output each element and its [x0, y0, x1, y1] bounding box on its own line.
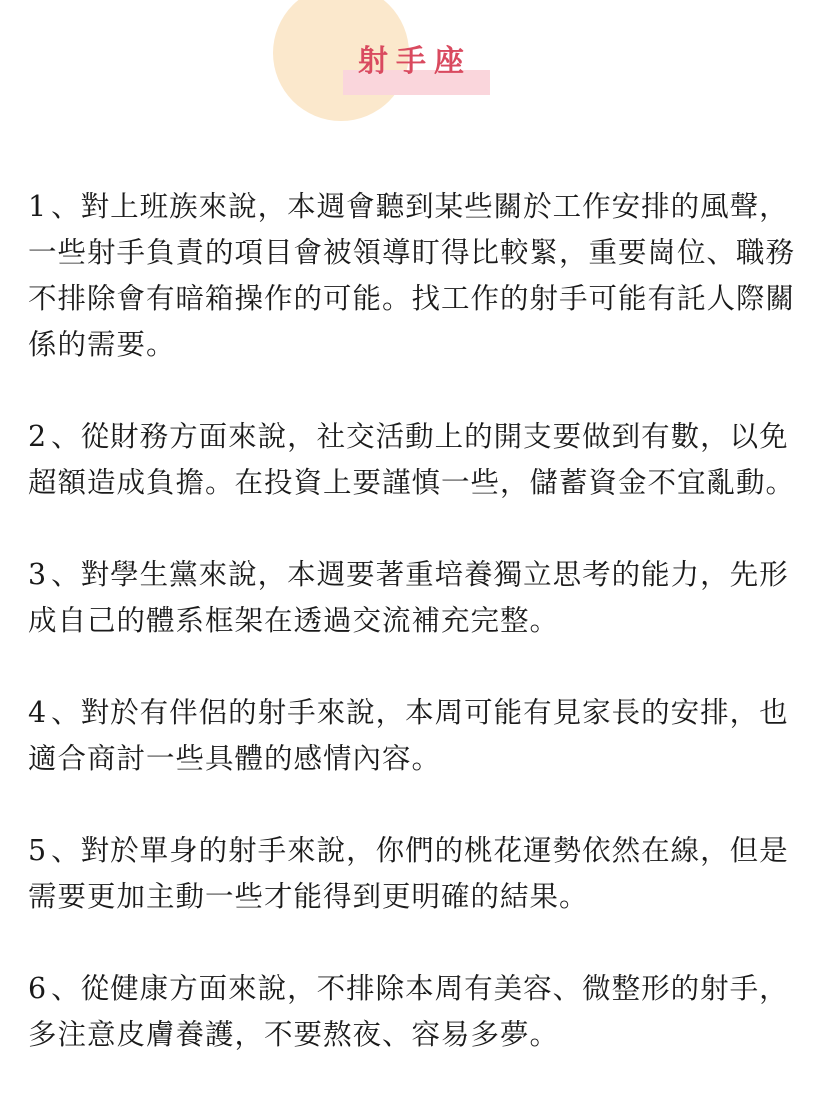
item-text: 、對於有伴侶的射手來說，本周可能有見家長的安排，也適合商討一些具體的感情內容。 [28, 696, 789, 775]
forecast-item-study [28, 552, 803, 644]
item-number: 3 [28, 558, 48, 591]
item-text: 、對學生黨來說，本週要著重培養獨立思考的能力，先形成自己的體系框架在透過交流補充完整。 [28, 558, 789, 637]
item-number: 6 [28, 972, 48, 1005]
item-text: 、從財務方面來說，社交活動上的開支要做到有數，以免超額造成負擔。在投資上要謹慎一些，儲蓄資金不宜亂動。 [28, 420, 796, 499]
forecast-item-finance [28, 414, 803, 506]
page-title: 射手座 [358, 44, 472, 79]
forecast-item-health [28, 966, 803, 1058]
title-block [0, 0, 815, 130]
item-number: 1 [28, 190, 48, 223]
forecast-item-work [28, 184, 803, 368]
forecast-item-couple [28, 690, 803, 782]
forecast-item-single [28, 828, 803, 920]
item-number: 5 [28, 834, 48, 867]
item-number: 2 [28, 420, 48, 453]
item-number: 4 [28, 696, 48, 729]
item-text: 、從健康方面來說，不排除本周有美容、微整形的射手，多注意皮膚養護，不要熬夜、容易多夢。 [28, 972, 789, 1051]
forecast-list [28, 184, 803, 1104]
item-text: 、對於單身的射手來說，你們的桃花運勢依然在線，但是需要更加主動一些才能得到更明確的結果。 [28, 834, 789, 913]
item-text: 、對上班族來說，本週會聽到某些關於工作安排的風聲，一些射手負責的項目會被領導盯得比較緊，重要崗位、職務不排除會有暗箱操作的可能。找工作的射手可能有託人際關係的需要。 [28, 190, 796, 361]
